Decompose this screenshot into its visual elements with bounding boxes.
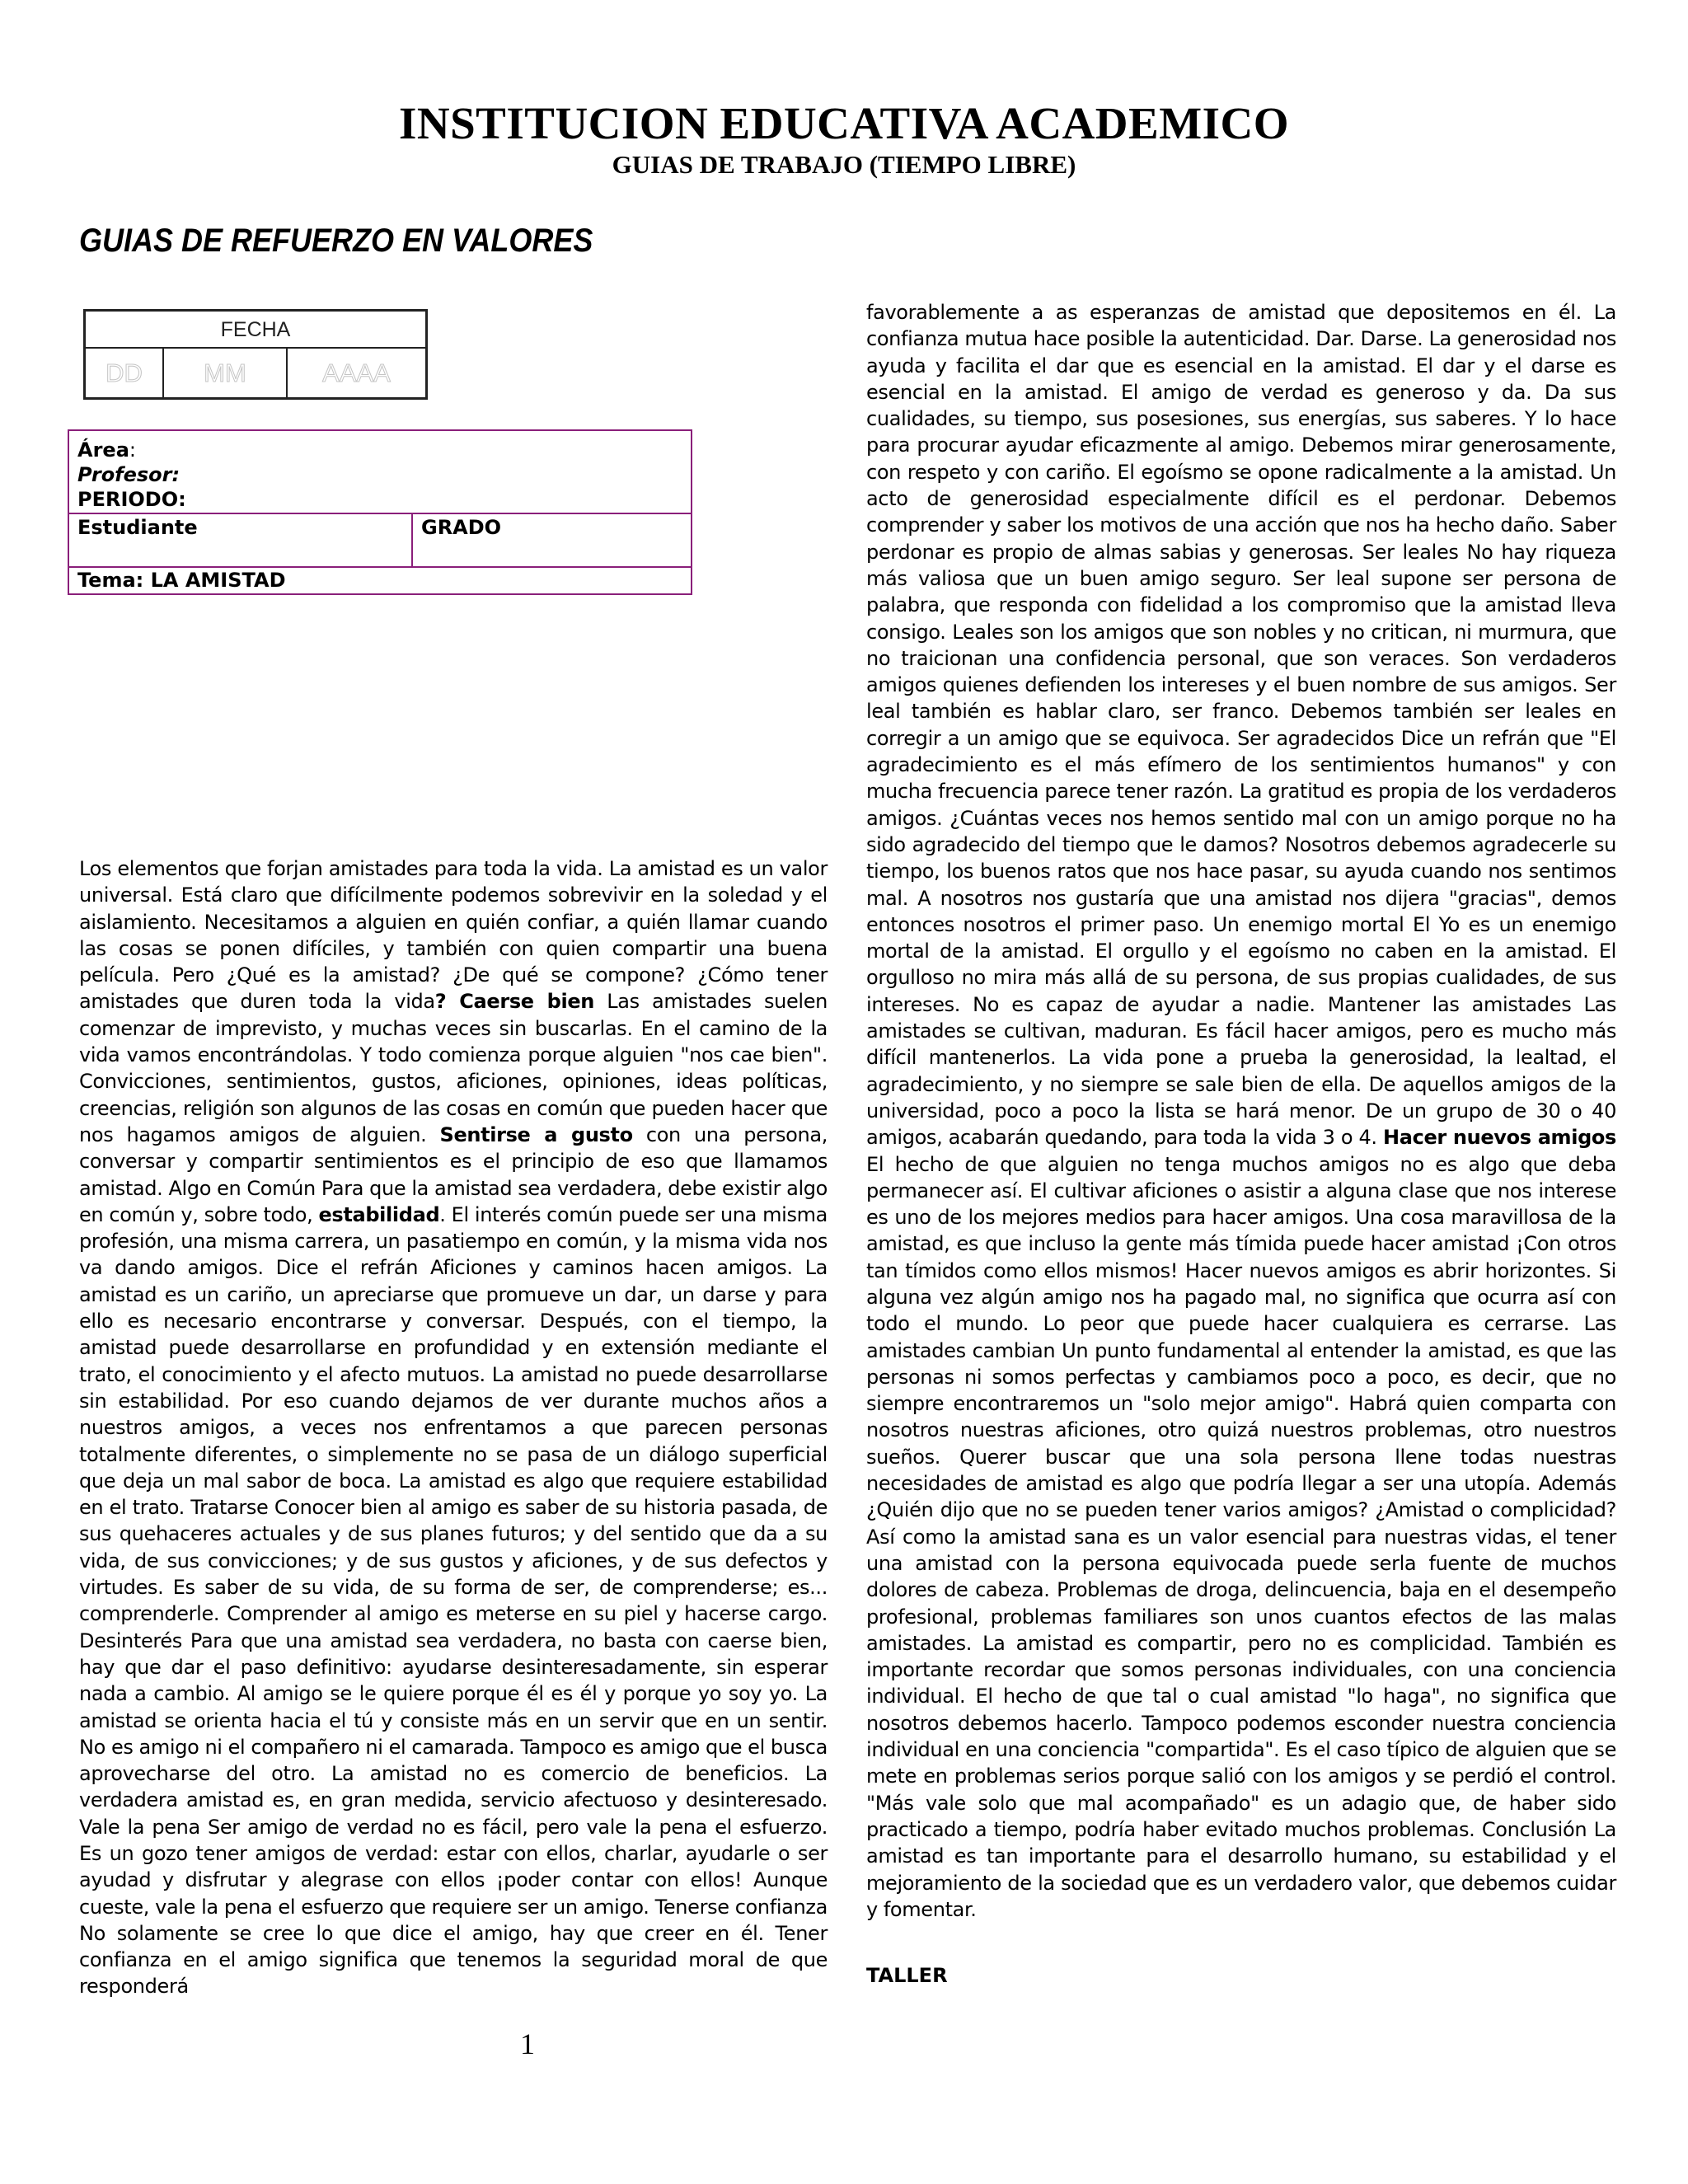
tema-label: Tema: LA AMISTAD xyxy=(77,569,286,592)
page-subtitle: GUIAS DE TRABAJO (TIEMPO LIBRE) xyxy=(612,150,1076,179)
guide-title: GUIAS DE REFUERZO EN VALORES xyxy=(79,223,593,259)
body-text-run: con una persona, conversar y compartir sentimientos es el principio de eso que llamamos amistad. Algo en Común Para que la amistad sea verdadera, debe existir algo en común y, sobre todo, xyxy=(79,1122,828,1226)
body-bold-phrase: Hacer nuevos amigos xyxy=(1383,1126,1616,1150)
date-month-field[interactable]: MM xyxy=(164,349,288,397)
info-divider xyxy=(69,513,691,514)
date-label: FECHA xyxy=(86,312,425,349)
student-info-box xyxy=(68,429,692,595)
body-text-run: favorablemente a as esperanzas de amistad que depositemos en él. La confianza mutua hace posible la autenticidad. Dar. Darse. La generosidad nos ayuda y facilita el dar que es esencial en la amistad. El dar y el darse es esencial en la amistad. El amigo de verdad es generoso y da. Da sus cualidades, su tiempo, sus posesiones, sus energías, sus saberes. Y lo hace para procurar ayudar eficazmente al amigo. Debemos mirar generosamente, con respeto y con cariño. El egoísmo se opone radicalmente a la amistad. Un acto de generosidad especialmente difícil es el perdonar. Debemos comprender y saber los motivos de una acción que nos ha hecho daño. Saber perdonar es propio de almas sabias y generosas. Ser leales No hay riqueza más valiosa que un buen amigo seguro. Ser leal supone ser persona de palabra, que responda con fidelidad a los compromiso que la amistad lleva consigo. Leales son los amigos que son nobles y no critican, ni murmura, que no traicionan una confidencia personal, que son veraces. Son verdaderos amigos quienes defienden los intereses y el buen nombre de sus amigos. Ser leal también es hablar claro, ser franco. Debemos también ser leales en corregir a un amigo que se equivoca. Ser agradecidos Dice un refrán que "El agradecimiento es el más efímero de los sentimientos humanos" y con mucha frecuencia parece tener razón. La gratitud es propia de los verdaderos amigos. ¿Cuántas veces nos hemos sentido mal con un amigo porque no ha sido agradecido del tiempo que le damos? Nosotros debemos agradecerle su tiempo, los buenos ratos que nos hace pasar, su ayuda cuando nos sentimos mal. A nosotros nos gustaría que una amistad nos dijera "gracias", demos entonces nosotros el primer paso. Un enemigo mortal El Yo es un enemigo mortal de la amistad. El orgullo y el egoísmo no caben en la amistad. El orgulloso no mira más allá de su persona, de sus propias cualidades, de sus intereses. No es capaz de ayudar a nadie. Mantener las amistades Las amistades se cultivan, maduran. Es fácil hacer amigos, pero es mucho más difícil mantenerlos. La vida pone a prueba la generosidad, la lealtad, el agradecimiento, y no siempre se sale bien de ella. De aquellos amigos de la universidad, poco a poco la lista se hará menor. De un grupo de 30 o 40 amigos, acabarán quedando, para toda la vida 3 o 4. xyxy=(866,301,1616,1150)
page-number: 1 xyxy=(520,2027,535,2060)
profesor-label[interactable]: Profesor: xyxy=(77,463,181,486)
body-bold-phrase: ? Caerse bien xyxy=(434,990,594,1014)
date-box xyxy=(83,309,428,400)
body-text-run: . El interés común puede ser una misma profesión, una misma carrera, un pasatiempo en común, y la misma vida nos va dando amigos. Dice el refrán Aficiones y caminos hacen amigos. La amistad es un cariño, un apreciarse que promueve un dar, un darse y para ello es necesario encontrarse y conversar. Después, con el tiempo, la amistad puede desarrollarse en profundidad y en extensión mediante el trato, el conocimiento y el afecto mutuos. La amistad no puede desarrollarse sin estabilidad. Por eso cuando dejamos de ver durante muchos años a nuestros amigos, a veces nos enfrentamos a que parecen personas totalmente diferentes, o simplemente no se pasa de un diálogo superficial que deja un mal sabor de boca. La amistad es algo que requiere estabilidad en el trato. Tratarse Conocer bien al amigo es saber de su historia pasada, de sus quehaceres actuales y de sus planes futuros; y del sentido que da a su vida, de sus convicciones; y de sus gustos y aficiones, y de sus defectos y virtudes. Es saber de su vida, de su forma de ser, de comprenderse; es... comprenderle. Comprender al amigo es meterse en su piel y hacerse cargo. Desinterés Para que una amistad sea verdadera, no basta con caerse bien, hay que dar el paso definitivo: ayudarse desinteresadamente, sin esperar nada a cambio. Al amigo se le quiere porque él es él y porque yo soy yo. La amistad se orienta hacia el tú y consiste más en un servir que en un sentir. No es amigo ni el compañero ni el camarada. Tampoco es amigo que el busca aprovecharse del otro. La amistad no es comercio de beneficios. La verdadera amistad es, en gran medida, servicio afectuoso y desinteresado. Vale la pena Ser amigo de verdad no es fácil, pero vale la pena el esfuerzo. Es un gozo tener amigos de verdad: estar con ellos, charlar, ayudarle o ser ayudad y disfrutar y alegrase con ellos ¡poder contar con ellos! Aunque cueste, vale la pena el esfuerzo que requiere ser un amigo. Tenerse confianza No solamente se cree lo que dice el amigo, hay que creer en él. Tener confianza en el amigo significa que tenemos la seguridad moral de que responderá xyxy=(79,1202,828,1999)
estudiante-label[interactable]: Estudiante xyxy=(77,516,198,539)
body-text-run: El hecho de que alguien no tenga muchos amigos no es algo que deba permanecer así. El cultivar aficiones o asistir a alguna clase que nos interese es uno de los mejores medios para hacer amigos. Una cosa maravillosa de la amistad, es que incluso la gente más tímida puede hacer amistad ¡Con otros tan tímidos como ellos mismos! Hacer nuevos amigos es abrir horizontes. Si alguna vez algún amigo nos ha pagado mal, no significa que ocurra así con todo el mundo. Lo peor que puede hacer cualquiera es cerrarse. Las amistades cambian Un punto fundamental al entender la amistad, es que las personas ni somos perfectas y cambiamos poco a poco, es decir, que no siempre encontraremos un "solo mejor amigo". Habrá quien comparta con nosotros nuestras aficiones, otro quizá nuestros problemas, otro nuestros sueños. Querer buscar que una sola persona llene todas nuestras necesidades de amistad es algo que podría llegar a ser una utopía. Además ¿Quién dijo que no se pueden tener varios amigos? ¿Amistad o complicidad? Así como la amistad sana es un valor esencial para nuestras vidas, el tener una amistad con la persona equivocada puede serla fuente de muchos dolores de cabeza. Problemas de droga, delincuencia, baja en el desempeño profesional, problemas familiares son unos cuantos efectos de las malas amistades. La amistad es compartir, pero no es complicidad. También es importante recordar que somos personas individuales, con una conciencia individual. El hecho de que tal o cual amistad "lo haga", no significa que nosotros debemos hacerlo. Tampoco podemos esconder nuestra conciencia individual en una conciencia "compartida". Es el caso típico de alguien que se mete en problemas serios porque salió con los amigos y se perdió el control. "Más vale solo que mal acompañado" es un adagio que, de haber sido practicado a tiempo, podría haber evitado muchos problemas. Conclusión La amistad es tan importante para el desarrollo humano, su estabilidad y el mejoramiento de la sociedad que es un verdadero valor, que debemos cuidar y fomentar. xyxy=(866,1152,1616,1921)
body-column-right xyxy=(866,299,1616,1923)
area-label: Área xyxy=(77,438,129,462)
date-year-field[interactable]: AAAA xyxy=(322,359,391,387)
body-text-run: Los elementos que forjan amistades para toda la vida. La amistad es un valor universal. Está claro que difícilmente podemos sobrevivir en la soledad y el aislamiento. Necesitamos a alguien en quién confiar, a quién llamar cuando las cosas se ponen difíciles, y también con quien compartir una buena película. Pero ¿Qué es la amistad? ¿De qué se compone? ¿Cómo tener amistades que duren toda la vida xyxy=(79,857,828,1014)
body-column-left xyxy=(79,855,828,2000)
periodo-label[interactable]: PERIODO: xyxy=(77,488,186,511)
grado-label[interactable]: GRADO xyxy=(421,516,502,539)
taller-heading: TALLER xyxy=(866,1964,948,1987)
body-bold-phrase: estabilidad xyxy=(318,1202,440,1226)
page-title: INSTITUCION EDUCATIVA ACADEMICO xyxy=(398,98,1290,148)
info-column-divider xyxy=(411,513,413,567)
body-text-run: Las amistades suelen comenzar de imprevisto, y muchas veces sin buscarlas. En el camino de la vida vamos encontrándolas. Y todo comienza porque alguien "nos cae bien". Convicciones, sentimientos, gustos, aficiones, opiniones, ideas políticas, creencias, religión son algunos de las cosas en común que pueden hacer que nos hagamos amigos de alguien. xyxy=(79,990,828,1146)
area-field[interactable] xyxy=(77,438,136,462)
body-bold-phrase: Sentirse a gusto xyxy=(439,1122,633,1146)
date-day-field[interactable]: DD xyxy=(86,349,164,397)
area-colon: : xyxy=(129,438,136,462)
